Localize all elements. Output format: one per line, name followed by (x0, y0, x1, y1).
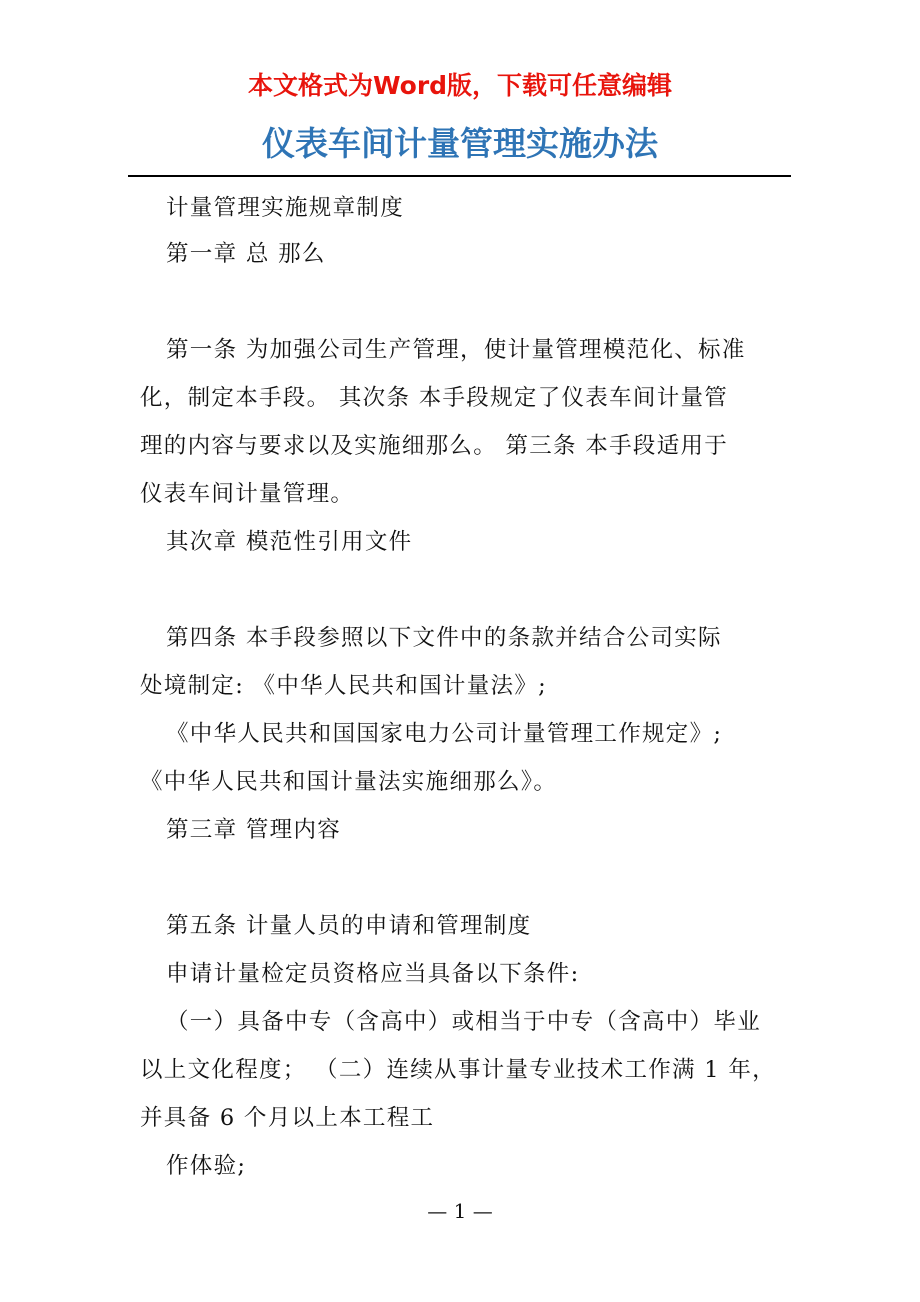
paragraph-line: 以上文化程度； （二）连续从事计量专业技术工作满 1 年， (140, 1057, 776, 1083)
paragraph-line: 第四条 本手段参照以下文件中的条款并结合公司实际 (166, 625, 722, 651)
paragraph-line: 作体验; (166, 1153, 247, 1179)
paragraph-line: 处境制定: 《中华人民共和国计量法》; (140, 673, 548, 699)
chapter-heading: 其次章 模范性引用文件 (166, 529, 413, 555)
title-divider (128, 175, 791, 177)
paragraph-line: 《中华人民共和国国家电力公司计量管理工作规定》; (166, 721, 723, 747)
paragraph-line: 仪表车间计量管理。 (140, 481, 355, 507)
paragraph-line: 申请计量检定员资格应当具备以下条件: (166, 961, 580, 987)
page-number: — 1 — (427, 1199, 493, 1223)
paragraph-line: （一）具备中专（含高中）或相当于中专（含高中）毕业 (166, 1009, 762, 1035)
paragraph-line: 并具备 6 个月以上本工程工 (140, 1105, 435, 1131)
section-heading: 计量管理实施规章制度 (166, 195, 405, 221)
paragraph-line: 《中华人民共和国计量法实施细那么》。 (140, 769, 558, 795)
paragraph-line: 第一条 为加强公司生产管理，使计量管理模范化、标准 (166, 337, 746, 363)
chapter-heading: 第一章 总 那么 (166, 241, 326, 267)
chapter-heading: 第三章 管理内容 (166, 817, 342, 843)
paragraph-line: 第五条 计量人员的申请和管理制度 (166, 913, 532, 939)
document-title: 仪表车间计量管理实施办法 (262, 124, 658, 163)
format-notice-banner: 本文格式为Word版，下载可任意编辑 (247, 71, 673, 100)
paragraph-line: 理的内容与要求以及实施细那么。 第三条 本手段适用于 (140, 433, 729, 459)
paragraph-line: 化，制定本手段。 其次条 本手段规定了仪表车间计量管 (140, 385, 729, 411)
